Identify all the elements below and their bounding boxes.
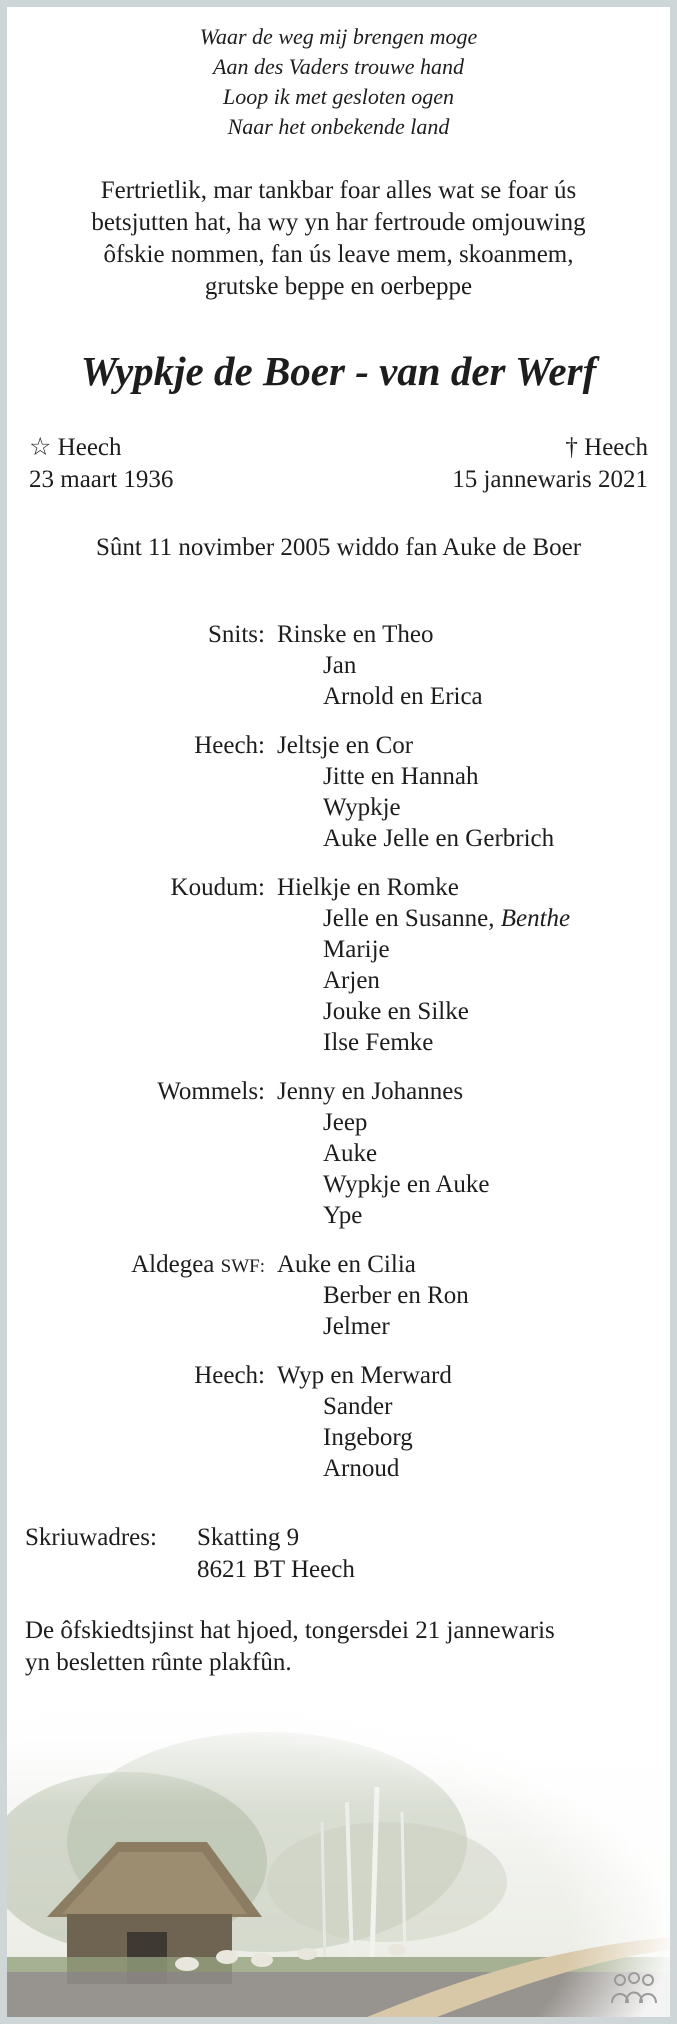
family-main: Hielkje en Romke	[277, 874, 459, 901]
family-place: Snits:	[208, 621, 265, 648]
people-icon	[610, 1971, 658, 2005]
birth-date: 23 maart 1936	[29, 466, 174, 493]
family-main: Rinske en Theo	[277, 621, 434, 648]
address-line1: Skatting 9	[197, 1524, 300, 1551]
address-label: Skriuwadres:	[25, 1524, 157, 1551]
death-info	[452, 432, 648, 496]
service-notice	[25, 1615, 655, 1679]
death-date: 15 jannewaris 2021	[452, 466, 648, 493]
family-place: Heech:	[194, 732, 265, 759]
service-line: De ôfskiedtsjinst hat hjoed, tongersdei 21 jannewaris	[25, 1617, 555, 1644]
intro-text	[37, 175, 640, 303]
poem-line: Loop ik met gesloten ogen	[223, 84, 454, 109]
family-place: Heech:	[194, 1362, 265, 1389]
poem-line: Naar het onbekende land	[227, 114, 450, 139]
family-child: Arnold en Erica	[323, 683, 483, 710]
intro-line: Fertrietlik, mar tankbar foar alles wat se foar ús	[100, 177, 577, 204]
family-main: Auke en Cilia	[277, 1251, 416, 1278]
family-child: Jelmer	[323, 1313, 390, 1340]
family-child-with-note	[323, 903, 570, 934]
family-place: Koudum:	[170, 874, 265, 901]
family-place	[131, 1249, 265, 1282]
poem-line: Aan des Vaders trouwe hand	[213, 54, 464, 79]
intro-line: ôfskie nommen, fan ús leave mem, skoanmem,	[103, 241, 574, 268]
family-child: Auke	[323, 1140, 378, 1167]
family-main: Wyp en Merward	[277, 1362, 452, 1389]
family-place-suffix: SWF:	[220, 1256, 265, 1277]
birth-info	[29, 432, 173, 496]
widow-line: Sûnt 11 novimber 2005 widdo fan Auke de Boer	[95, 534, 582, 561]
poem-line: Waar de weg mij brengen moge	[199, 24, 478, 49]
family-child: Jitte en Hannah	[323, 763, 479, 790]
family-child: Wypkje en Auke	[323, 1171, 490, 1198]
poem	[7, 22, 670, 142]
family-place: Wommels:	[157, 1078, 265, 1105]
family-group	[7, 872, 670, 1058]
family-group	[7, 730, 670, 854]
birth-place: ☆ Heech	[29, 434, 122, 461]
family-child: Arnoud	[323, 1455, 400, 1482]
family-child: Auke Jelle en Gerbrich	[323, 825, 555, 852]
family-child: Sander	[323, 1393, 393, 1420]
address-line2: 8621 BT Heech	[197, 1556, 355, 1583]
death-place: † Heech	[565, 434, 648, 461]
family-child: Marije	[323, 936, 390, 963]
family-list	[7, 619, 670, 1484]
family-child: Ilse Femke	[323, 1029, 434, 1056]
family-child: Wypkje	[323, 794, 401, 821]
family-child: Berber en Ron	[323, 1282, 469, 1309]
family-child: Jelle en Susanne,	[323, 905, 495, 932]
landscape-illustration	[7, 1692, 670, 2017]
intro-line: grutske beppe en oerbeppe	[204, 273, 473, 300]
family-child-note: Benthe	[500, 905, 571, 932]
family-child: Ype	[323, 1202, 363, 1229]
family-child: Arjen	[323, 967, 380, 994]
family-group	[7, 619, 670, 712]
intro-line: betsjutten hat, ha wy yn har fertroude omjouwing	[91, 209, 586, 236]
family-child: Jeep	[323, 1109, 368, 1136]
deceased-name: Wypkje de Boer - van der Werf	[80, 348, 597, 394]
family-group	[7, 1249, 670, 1342]
service-line: yn besletten rûnte plakfûn.	[25, 1649, 292, 1676]
family-group	[7, 1360, 670, 1484]
family-child: Jouke en Silke	[323, 998, 469, 1025]
family-child: Jan	[323, 652, 357, 679]
obituary-card	[7, 7, 670, 2017]
family-child: Ingeborg	[323, 1424, 413, 1451]
family-main: Jenny en Johannes	[277, 1078, 464, 1105]
family-group	[7, 1076, 670, 1231]
family-place-name: Aldegea	[131, 1251, 215, 1278]
family-main: Jeltsje en Cor	[277, 732, 414, 759]
